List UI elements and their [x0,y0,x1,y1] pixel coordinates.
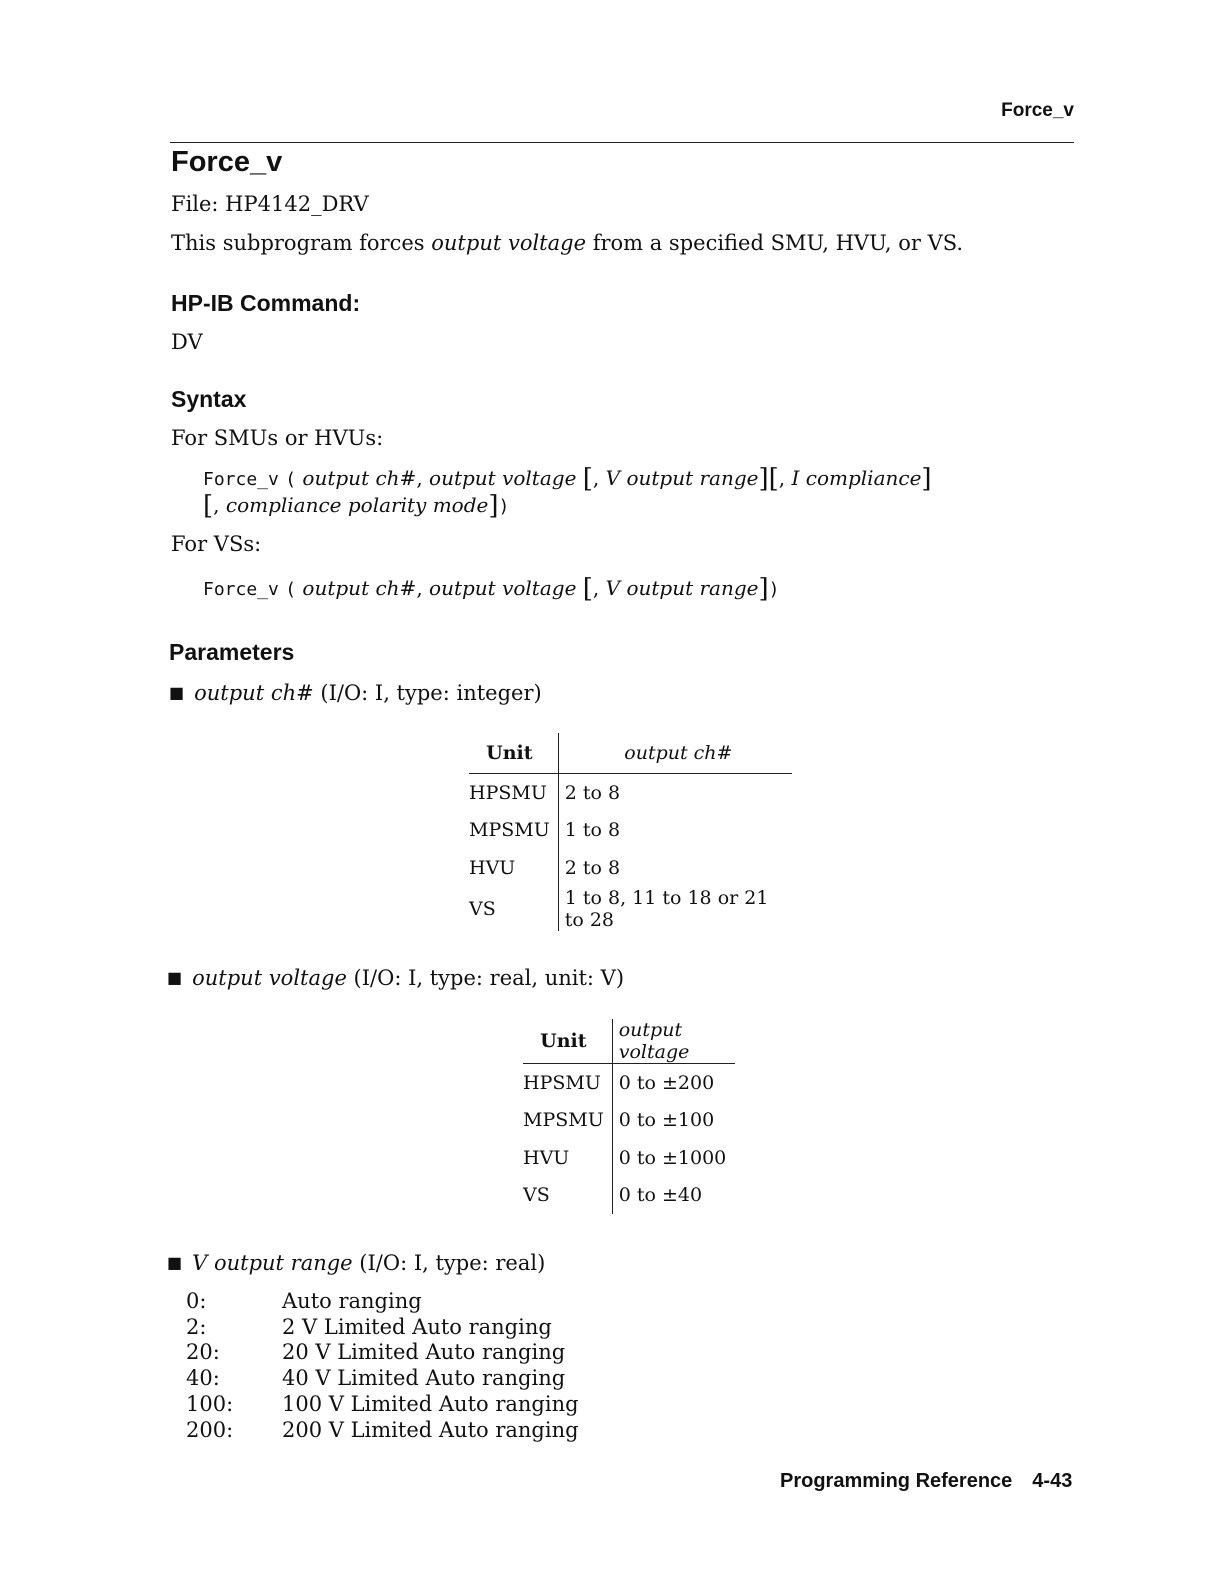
param-desc: (I/O: I, type: real) [352,1251,546,1275]
table-row [523,1139,735,1177]
table-row [523,1064,735,1102]
syntax-open-paren: ( [285,579,297,600]
param-desc: (I/O: I, type: real, unit: V) [346,966,625,990]
param-name: V output range [192,1251,353,1275]
syntax-arg-range: V output range [605,576,759,600]
description [171,231,963,255]
table-row [469,887,792,931]
table-row [523,1102,735,1140]
range-value: 100: [186,1391,234,1416]
param-output-voltage [167,966,624,990]
table-output-voltage [523,1019,735,1214]
syntax-comma: , [416,466,423,490]
header-rule [170,142,1074,143]
hpib-heading: HP-IB Command: [171,290,361,316]
table-header-row [523,1019,735,1064]
description-pre: This subprogram forces [171,231,432,255]
syntax-comma: , [778,466,786,490]
bullet-icon: ■ [167,968,183,987]
syntax-arg-ch: output ch# [302,466,417,490]
page-footer [780,1470,1072,1493]
param-v-output-range [167,1251,545,1275]
range-desc: 200 V Limited Auto ranging [282,1417,579,1442]
table-cell-unit: VS [469,897,496,920]
table-cell-value: 2 to 8 [558,849,792,887]
range-value: 2: [186,1314,207,1339]
syntax-close-paren: ) [768,579,780,600]
table-row [469,774,792,812]
param-desc: (I/O: I, type: integer) [313,681,542,705]
table-output-ch [469,733,792,931]
range-value: 200: [186,1417,234,1442]
list-item [186,1340,579,1366]
syntax-comma: , [416,576,423,600]
table-cell-value: 0 to ±200 [612,1064,735,1102]
table-header-unit: Unit [523,1019,612,1064]
range-desc: 40 V Limited Auto ranging [282,1366,566,1391]
table-cell-value: 0 to ±1000 [612,1139,735,1177]
syntax-bracket-open: [ [582,574,593,604]
table-row [469,849,792,887]
param-output-ch [169,681,542,705]
syntax-smu-line-1 [203,464,932,494]
bullet-icon: ■ [167,1253,183,1272]
table-cell-unit: VS [523,1184,550,1207]
syntax-arg-ch: output ch# [302,576,417,600]
table-cell-value: 1 to 8, 11 to 18 or 21 to 28 [558,887,792,931]
table-row [523,1177,735,1215]
syntax-comma: , [213,493,220,517]
table-cell-value: 2 to 8 [558,774,792,812]
hpib-command: DV [171,330,203,354]
range-list [186,1289,579,1443]
list-item [186,1289,579,1315]
syntax-bracket-open: [ [582,464,593,494]
table-cell-unit: HVU [523,1146,570,1169]
table-cell-unit: MPSMU [469,819,550,842]
syntax-vs-line [203,574,780,604]
table-cell-value: 0 to ±40 [612,1177,735,1215]
syntax-comma: , [592,466,600,490]
syntax-bracket-open: [ [203,491,214,521]
param-name: output ch# [194,681,314,705]
range-desc: 20 V Limited Auto ranging [282,1340,566,1365]
parameters-heading: Parameters [169,639,295,665]
syntax-open-paren: ( [285,469,297,490]
range-desc: 100 V Limited Auto ranging [282,1391,579,1416]
list-item [186,1392,579,1418]
range-value: 40: [186,1366,220,1391]
file-line: File: HP4142_DRV [171,192,369,216]
table-cell-unit: HPSMU [469,781,547,804]
syntax-close-paren: ) [498,496,510,517]
range-desc: 2 V Limited Auto ranging [282,1314,552,1339]
table-cell-unit: MPSMU [523,1109,604,1132]
table-cell-unit: HVU [469,856,516,879]
footer-section: Programming Reference [780,1470,1013,1492]
table-header-value: output voltage [612,1019,735,1064]
syntax-smu-label: For SMUs or HVUs: [171,426,384,450]
list-item [186,1315,579,1341]
page-title: Force_v [171,146,283,178]
table-cell-value: 0 to ±100 [612,1102,735,1140]
syntax-arg-voltage: output voltage [429,466,577,490]
table-row [469,812,792,850]
table-header-unit: Unit [469,733,558,774]
syntax-smu-line-2 [203,491,510,521]
syntax-bracket-close: ] [758,574,769,604]
syntax-bracket-close: ] [758,464,769,494]
table-header-value: output ch# [558,733,792,774]
syntax-heading: Syntax [171,386,247,412]
table-cell-unit: HPSMU [523,1071,601,1094]
range-desc: Auto ranging [282,1289,422,1313]
bullet-icon: ■ [169,683,185,702]
table-header-row [469,733,792,774]
description-post: from a specified SMU, HVU, or VS. [586,231,964,255]
syntax-arg-compliance: I compliance [791,466,922,490]
syntax-arg-voltage: output voltage [429,576,577,600]
range-value: 0: [186,1289,207,1313]
syntax-func: Force_v [203,579,279,600]
running-header: Force_v [1001,100,1074,121]
table-cell-value: 1 to 8 [558,812,792,850]
syntax-arg-range: V output range [605,466,759,490]
syntax-bracket-close: ] [488,491,499,521]
syntax-vs-label: For VSs: [171,532,262,556]
syntax-comma: , [592,576,600,600]
syntax-bracket-open: [ [768,464,779,494]
syntax-arg-polarity: compliance polarity mode [225,493,489,517]
list-item [186,1418,579,1444]
param-name: output voltage [192,966,347,990]
syntax-bracket-close: ] [921,464,932,494]
description-emphasis: output voltage [431,231,587,255]
range-value: 20: [186,1340,220,1365]
syntax-func: Force_v [203,469,279,490]
page-number: 4-43 [1032,1470,1073,1492]
list-item [186,1366,579,1392]
